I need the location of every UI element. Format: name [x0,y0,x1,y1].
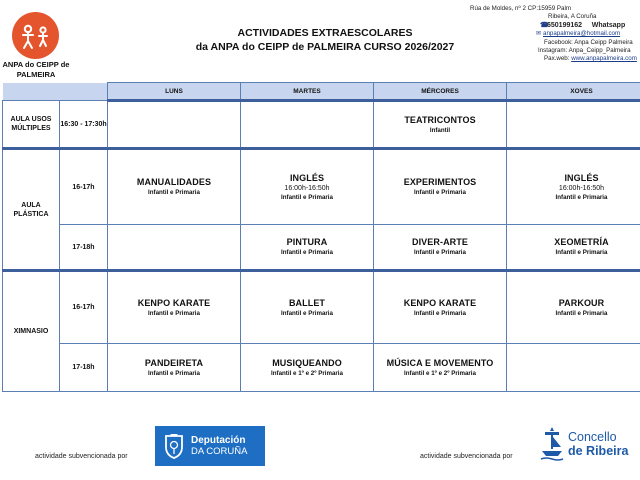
activity-level: Infantil e Primaria [414,309,466,317]
time-slot: 17-18h [60,344,108,392]
activity-level: Infantil e Primaria [414,249,466,256]
table-header-row [3,83,640,101]
activity-cell [108,344,241,392]
activity-cell [507,225,640,271]
table-row [3,225,640,271]
activity-level: Infantil e Primaria [281,193,333,201]
title-line-2: da ANPA do CEIPP de PALMEIRA CURSO 2026/2027 [195,41,455,53]
time-slot: 17-18h [60,225,108,271]
time-slot: 16-17h [60,149,108,225]
contact-web-label: Pax.web: [544,55,570,63]
activity-level: Infantil e Primaria [414,189,466,196]
activity-cell-empty [507,101,640,149]
activity-cell [108,149,241,225]
activity-name: MÚSICA E MOVEMENTO [386,357,494,368]
activity-hours: 16:00h-16:50h [284,184,330,192]
activity-name: PINTURA [286,237,328,247]
activity-level: Infantil e Primaria [148,369,200,377]
activity-cell [241,271,374,344]
room-label: AULA USOS MÚLTIPLES [3,101,60,149]
activity-name: KENPO KARATE [403,297,477,308]
contact-instagram: Instagram: Anpa_Ceipp_Palmeira [538,47,631,55]
contact-city: Ribeira, A Coruña [548,13,597,21]
deputacion-shield-icon [163,432,185,460]
activity-name: BALLET [288,297,326,308]
table-row [3,271,640,344]
ribeira-logo [540,422,640,466]
activity-name: TEATRICONTOS [404,114,476,125]
contact-block [470,5,640,64]
concello-place: de Ribeira [568,444,629,458]
activity-cell [507,271,640,344]
activity-level: Infantil [429,126,451,134]
activity-level: Infantil e Primaria [281,249,333,256]
activity-level: Infantil e Primaria [555,309,608,317]
activity-cell-empty [108,101,241,149]
time-slot: 16-17h [60,271,108,344]
contact-email-line [470,30,640,38]
deputacion-province: DA CORUÑA [191,446,248,457]
activity-name: DIVER-ARTE [411,237,468,247]
activity-name: MANUALIDADES [136,177,212,187]
activity-cell [374,271,507,344]
activity-name: XEOMETRÍA [554,237,609,247]
activity-cell [374,225,507,271]
header-blank [3,83,60,101]
email-icon: ✉ [536,30,542,38]
contact-facebook: Facebook: Anpa Ceipp Palmeira [544,38,633,46]
time-slot: 16:30 - 17:30h [60,101,108,149]
activity-cell [241,149,374,225]
day-header: MARTES [241,83,374,101]
activity-cell-empty [241,101,374,149]
activity-level: Infantil e 1º e 2º Primaria [404,369,476,377]
activity-name: INGLÉS [289,172,325,183]
activity-cell [241,344,374,392]
schedule-table [2,82,640,392]
table-row [3,101,640,149]
activity-cell [108,271,241,344]
logo-caption: ANPA do CEIPP de PALMEIRA [2,60,70,79]
anpa-logo-icon [12,12,59,59]
activity-level: Infantil e 1º e 2º Primaria [271,369,343,377]
deputacion-name: Deputación [191,435,246,446]
title-line-1: ACTIVIDADES EXTRAESCOLARES [237,27,413,39]
activity-cell-empty [108,225,241,271]
ribeira-boat-icon [540,425,564,463]
contact-address: Rúa de Moldes, nº 2 CP:15959 Palm [470,5,571,12]
activity-name: PANDEIRETA [144,357,204,368]
activity-name: INGLÉS [564,172,599,183]
day-header: MÉRCORES [374,83,507,101]
activity-name: KENPO KARATE [137,297,211,308]
day-header: LUNS [108,83,241,101]
day-header: XOVES [507,83,640,101]
activity-name: MUSIQUEANDO [272,357,342,368]
activity-cell [374,344,507,392]
contact-phone-line [470,22,640,30]
activity-cell [374,101,507,149]
activity-level: Infantil e Primaria [148,309,200,317]
contact-web[interactable]: www.anpapalmeira.com [571,55,637,63]
activity-level: Infantil e Primaria [281,309,333,317]
contact-email[interactable]: anpapalmeira@hotmail.com [543,30,621,38]
room-label: AULA PLÁSTICA [3,149,60,271]
activity-cell [374,149,507,225]
concello-name: Concello [568,430,617,444]
phone-icon: ☎ [540,21,549,29]
activity-name: PARKOUR [558,297,605,308]
table-row [3,149,640,225]
page-title [195,26,455,54]
activity-level: Infantil e Primaria [555,249,608,256]
contact-whatsapp: Whatsapp [591,21,626,29]
subsidy-label-left: actividade subvencionada por [35,453,128,460]
activity-name: EXPERIMENTOS [403,177,477,187]
activity-hours: 16:00h-16:50h [558,184,605,192]
table-row [3,344,640,392]
room-label: XIMNASIO [3,271,60,392]
contact-phone: 650199162 [547,21,583,29]
activity-cell [241,225,374,271]
header-blank [60,83,108,101]
contact-web-line [470,55,640,63]
activity-level: Infantil e Primaria [555,193,608,201]
activity-cell [507,149,640,225]
subsidy-label-right: actividade subvencionada por [420,453,513,460]
activity-cell-empty [507,344,640,392]
deputacion-logo [155,426,265,466]
activity-level: Infantil e Primaria [148,189,200,196]
